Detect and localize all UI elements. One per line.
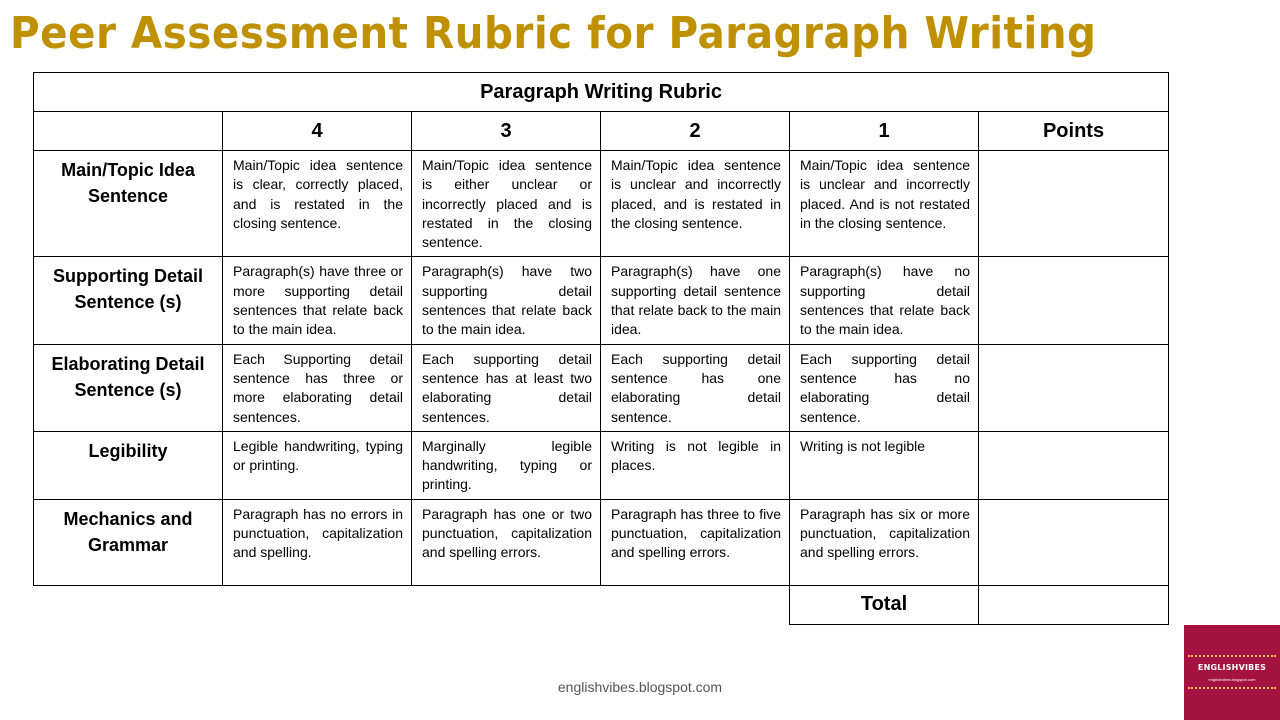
footer-url: englishvibes.blogspot.com	[557, 679, 723, 695]
level-1-cell: Paragraph has six or more punctuation, capitalization and spelling errors.	[790, 499, 979, 585]
header-level-2: 2	[601, 112, 790, 151]
criterion-cell: Mechanics and Grammar	[34, 499, 223, 585]
criterion-cell: Supporting Detail Sentence (s)	[34, 257, 223, 344]
table-row	[34, 151, 1169, 257]
header-level-4: 4	[223, 112, 412, 151]
table-row	[34, 257, 1169, 344]
header-level-3: 3	[412, 112, 601, 151]
criterion-cell: Main/Topic Idea Sentence	[34, 151, 223, 257]
level-3-cell: Main/Topic idea sentence is either unclear or incorrectly placed and is restated in the closing sentence.	[412, 151, 601, 257]
level-2-cell: Paragraph has three to five punctuation, capitalization and spelling errors.	[601, 499, 790, 585]
level-4-cell: Paragraph(s) have three or more supporting detail sentences that relate back to the main idea.	[223, 257, 412, 344]
total-row	[34, 585, 1169, 624]
level-4-cell: Each Supporting detail sentence has three or more elaborating detail sentences.	[223, 344, 412, 431]
header-row	[34, 112, 1169, 151]
level-2-cell: Writing is not legible in places.	[601, 431, 790, 499]
level-2-cell: Each supporting detail sentence has one elaborating detail sentence.	[601, 344, 790, 431]
criterion-cell: Elaborating Detail Sentence (s)	[34, 344, 223, 431]
brand-logo	[1184, 625, 1280, 720]
level-1-cell: Main/Topic idea sentence is unclear and incorrectly placed. And is not restated in the closing sentence.	[790, 151, 979, 257]
level-4-cell: Paragraph has no errors in punctuation, capitalization and spelling.	[223, 499, 412, 585]
page-title: Peer Assessment Rubric for Paragraph Writing	[10, 8, 1097, 59]
points-cell[interactable]	[979, 431, 1169, 499]
level-1-cell: Paragraph(s) have no supporting detail sentences that relate back to the main idea.	[790, 257, 979, 344]
level-3-cell: Each supporting detail sentence has at least two elaborating detail sentences.	[412, 344, 601, 431]
table-row	[34, 431, 1169, 499]
table-caption: Paragraph Writing Rubric	[34, 73, 1169, 112]
level-2-cell: Main/Topic idea sentence is unclear and incorrectly placed, and is restated in the closing sentence.	[601, 151, 790, 257]
header-criterion	[34, 112, 223, 151]
level-1-cell: Each supporting detail sentence has no elaborating detail sentence.	[790, 344, 979, 431]
level-4-cell: Main/Topic idea sentence is clear, correctly placed, and is restated in the closing sentence.	[223, 151, 412, 257]
level-2-cell: Paragraph(s) have one supporting detail sentence that relate back to the main idea.	[601, 257, 790, 344]
brand-logo-text: ENGLISHVIBES	[1197, 663, 1267, 672]
brand-logo-subtext: englishvibes.blogspot.com	[1208, 677, 1256, 682]
points-cell[interactable]	[979, 257, 1169, 344]
criterion-cell: Legibility	[34, 431, 223, 499]
level-3-cell: Paragraph has one or two punctuation, capitalization and spelling errors.	[412, 499, 601, 585]
level-3-cell: Paragraph(s) have two supporting detail sentences that relate back to the main idea.	[412, 257, 601, 344]
rubric-table	[33, 72, 1169, 625]
table-row	[34, 344, 1169, 431]
caption-row	[34, 73, 1169, 112]
total-label: Total	[790, 585, 979, 624]
points-cell[interactable]	[979, 499, 1169, 585]
level-4-cell: Legible handwriting, typing or printing.	[223, 431, 412, 499]
header-level-1: 1	[790, 112, 979, 151]
total-value-cell[interactable]	[979, 585, 1169, 624]
points-cell[interactable]	[979, 344, 1169, 431]
table-row	[34, 499, 1169, 585]
points-cell[interactable]	[979, 151, 1169, 257]
level-3-cell: Marginally legible handwriting, typing or printing.	[412, 431, 601, 499]
header-points: Points	[979, 112, 1169, 151]
level-1-cell: Writing is not legible	[790, 431, 979, 499]
